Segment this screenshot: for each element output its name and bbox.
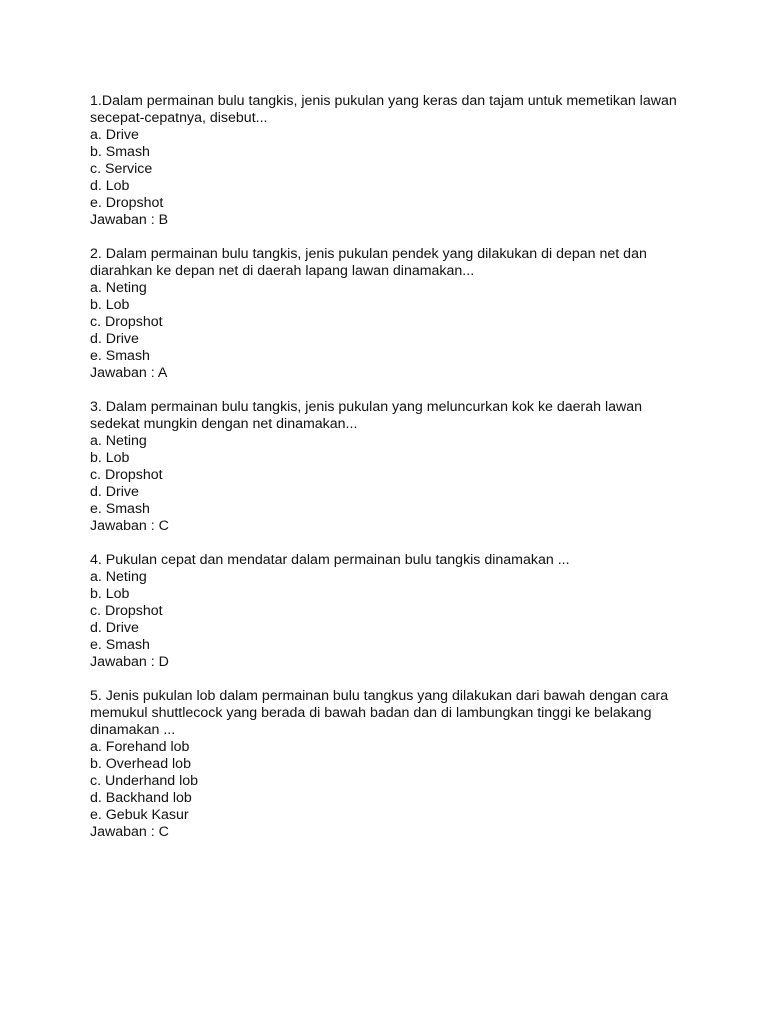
option-e: e. Dropshot: [90, 195, 164, 211]
option-a: a. Neting: [90, 433, 147, 449]
question-5: [90, 688, 690, 841]
option-b: b. Lob: [90, 297, 130, 313]
option-c: c. Dropshot: [90, 603, 163, 619]
option-c: c. Service: [90, 161, 153, 177]
option-b: b. Overhead lob: [90, 756, 191, 772]
question-text: 3. Dalam permainan bulu tangkis, jenis pukulan yang meluncurkan kok ke daerah lawan sedekat mungkin dengan net dinamakan...: [90, 399, 643, 432]
question-1: [90, 93, 690, 229]
question-text: 2. Dalam permainan bulu tangkis, jenis pukulan pendek yang dilakukan di depan net dan diarahkan ke depan net di daerah lapang lawan dinamakan...: [90, 246, 647, 279]
question-text: 5. Jenis pukulan lob dalam permainan bulu tangkus yang dilakukan dari bawah dengan cara memukul shuttlecock yang berada di bawah badan dan di lambungkan tinggi ke belakang dinamakan ...: [90, 688, 669, 738]
option-d: d. Backhand lob: [90, 790, 192, 806]
option-b: b. Lob: [90, 450, 130, 466]
option-a: a. Drive: [90, 127, 139, 143]
answer-line: Jawaban : A: [90, 365, 168, 381]
option-c: c. Dropshot: [90, 467, 163, 483]
option-d: d. Drive: [90, 331, 139, 347]
answer-line: Jawaban : C: [90, 824, 169, 840]
option-d: d. Drive: [90, 484, 139, 500]
option-a: a. Forehand lob: [90, 739, 190, 755]
option-b: b. Smash: [90, 144, 150, 160]
option-a: a. Neting: [90, 569, 147, 585]
question-4: [90, 552, 690, 671]
option-b: b. Lob: [90, 586, 130, 602]
option-c: c. Dropshot: [90, 314, 163, 330]
answer-line: Jawaban : B: [90, 212, 169, 228]
option-e: e. Smash: [90, 501, 150, 517]
answer-line: Jawaban : C: [90, 518, 169, 534]
option-e: e. Smash: [90, 348, 150, 364]
option-e: e. Smash: [90, 637, 150, 653]
question-3: [90, 399, 690, 535]
document-content: [90, 93, 690, 858]
question-text: 4. Pukulan cepat dan mendatar dalam permainan bulu tangkis dinamakan ...: [90, 552, 570, 568]
question-text: 1.Dalam permainan bulu tangkis, jenis pukulan yang keras dan tajam untuk memetikan lawan secepat-cepatnya, disebut...: [90, 93, 677, 126]
question-2: [90, 246, 690, 382]
option-e: e. Gebuk Kasur: [90, 807, 189, 823]
option-c: c. Underhand lob: [90, 773, 199, 789]
option-a: a. Neting: [90, 280, 147, 296]
option-d: d. Drive: [90, 620, 139, 636]
option-d: d. Lob: [90, 178, 130, 194]
answer-line: Jawaban : D: [90, 654, 169, 670]
